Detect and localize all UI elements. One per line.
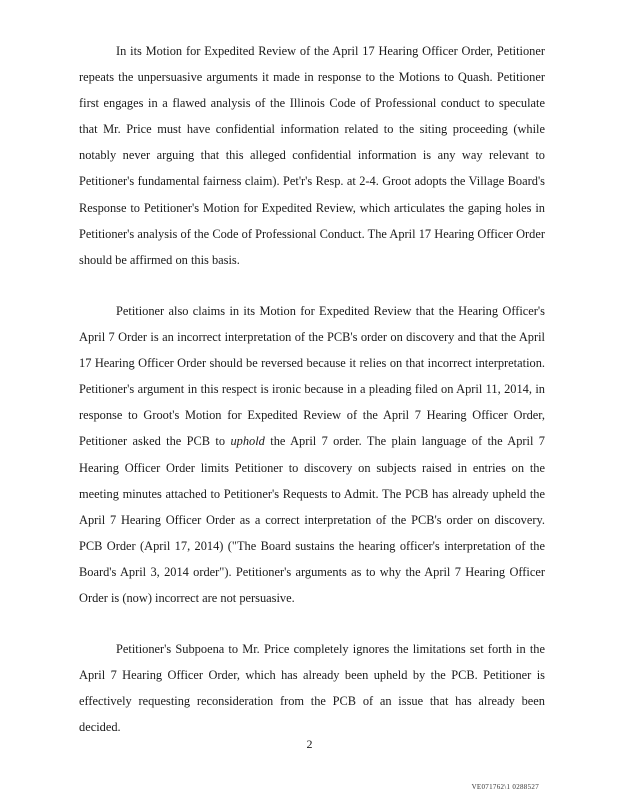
- paragraph-1-text: In its Motion for Expedited Review of the April 17 Hearing Officer Order, Petitioner repeats the unpersuasive arguments it made in response to the Motions to Quash. Petitioner first engages in a flawed analysis of the Illinois Code of Professional conduct to speculate that Mr. Price must have confidential information related to the siting proceeding (while notably never arguing that this alleged confidential information is any way relevant to Petitioner's fundamental fairness claim). Pet'r's Resp. at 2-4. Groot adopts the Village Board's Response to Petitioner's Motion for Expedited Review, which articulates the gaping holes in Petitioner's analysis of the Code of Professional Conduct. The April 17 Hearing Officer Order should be affirmed on this basis.: [79, 44, 545, 267]
- paragraph-2-emphasis: uphold: [230, 434, 265, 449]
- paragraph-3: [79, 636, 545, 740]
- paragraph-3-text: Petitioner's Subpoena to Mr. Price completely ignores the limitations set forth in the April 7 Hearing Officer Order, which has already been upheld by the PCB. Petitioner is effectively requesting reconsideration from the PCB of an issue that has already been decided.: [79, 642, 545, 735]
- paragraph-2-text-start: Petitioner also claims in its Motion for Expedited Review that the Hearing Officer's April 7 Order is an incorrect interpretation of the PCB's order on discovery and that the April 17 Hearing Officer Order should be reversed because it relies on that incorrect interpretation. Petitioner's argument in this respect is ironic because in a pleading filed on April 11, 2014, in response to Groot's Motion for Expedited Review of the April 7 Hearing Officer Order, Petitioner asked the PCB to: [79, 304, 545, 449]
- paragraph-2: [79, 298, 545, 611]
- paragraph-2-text-end: the April 7 order. The plain language of the April 7 Hearing Officer Order limits Petitioner to discovery on subjects raised in entries on the meeting minutes attached to Petitioner's Requests to Admit. The PCB has already upheld the April 7 Hearing Officer Order as a correct interpretation of the PCB's order on discovery. PCB Order (April 17, 2014) ("The Board sustains the hearing officer's interpretation of the Board's April 3, 2014 order"). Petitioner's arguments as to why the April 7 Hearing Officer Order is (now) incorrect are not persuasive.: [79, 434, 545, 606]
- document-id: VE071762\1 0288527: [471, 783, 539, 791]
- paragraph-1: [79, 38, 545, 273]
- page-number: 2: [306, 737, 313, 751]
